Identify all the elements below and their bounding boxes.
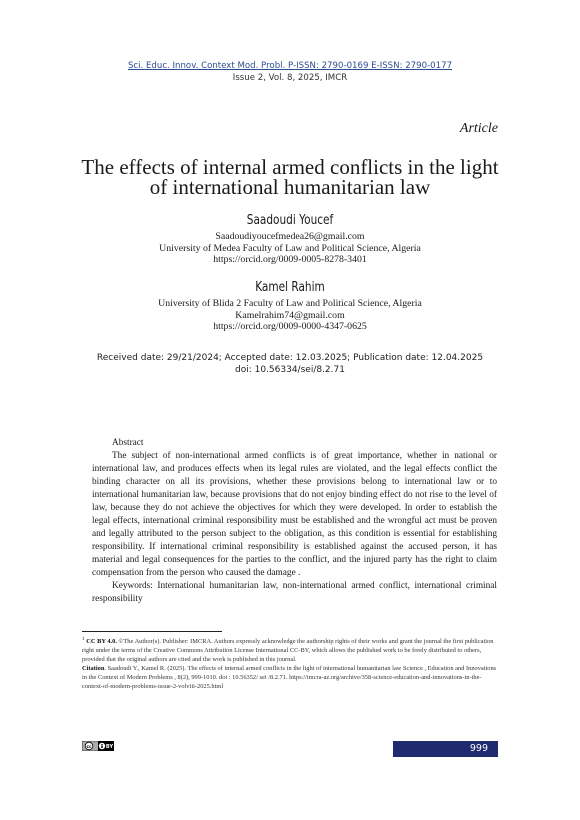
svg-text:cc: cc [86, 743, 92, 749]
author-email[interactable]: Kamelrahim74@gmail.com [235, 309, 345, 321]
footnote-marker: 1 [82, 636, 85, 642]
title-line: of international humanitarian law [149, 175, 431, 199]
journal-header-link[interactable]: Sci. Educ. Innov. Context Mod. Probl. P-ISSN: 2790-0169 E-ISSN: 2790-0177 [127, 61, 453, 71]
abstract-body: The subject of non-international armed conflicts is of great importance, whether in national or international law, and produces effects when its legal rules are violated, and the legal effects conflict the binding character on all its provisions, whether these provisions belong to international law or to international humanitarian law, because provisions that do not enjoy binding effect do not rise to the level of law, because they do not achieve the objectives for which they were developed. In order to establish the legal effects, international criminal responsibility must be established and the wrongful act must be proven and legally attributed to the person subject to the obligation, as this condition is essential for establishing responsibility. If international criminal responsibility is established against the accused person, it has material and legal consequences for the parties to the conflict, and the injured party has the right to claim compensation from the person who caused the damage . [92, 451, 497, 578]
author-orcid[interactable]: https://orcid.org/0009-0005-8278-3401 [213, 254, 367, 265]
publication-dates [0, 352, 580, 376]
svg-text:BY: BY [105, 744, 114, 750]
license-label: CC BY 4.0. [86, 638, 117, 646]
paper-title [80, 157, 500, 197]
article-type-label: Article [459, 121, 498, 136]
footnotes [82, 635, 500, 691]
author-university: University of Medea Faculty of Law and Political Science, Algeria [159, 242, 421, 254]
abstract-keywords: Keywords: International humanitarian law, non-international armed conflict, international criminal responsibility [92, 581, 497, 604]
author-name: Kamel Rahim [255, 279, 325, 295]
abstract-heading: Abstract [112, 438, 144, 448]
cc-by-license-icon[interactable] [82, 741, 114, 751]
issue-line: Issue 2, Vol. 8, 2025, IMCR [232, 73, 348, 83]
author-affiliation [0, 231, 580, 266]
abstract-section [92, 437, 497, 606]
license-footnote [82, 635, 500, 664]
author-orcid[interactable]: https://orcid.org/0009-0000-4347-0625 [213, 321, 367, 332]
citation-footnote [82, 664, 500, 691]
author-name: Saadoudi Youcef [246, 212, 334, 228]
doi-line[interactable]: doi: 10.56334/sei/8.2.71 [235, 365, 345, 375]
author-affiliation [0, 298, 580, 333]
license-text: ©The Author(s). Publisher: IMCRA. Authors expressly acknowledge the authorship rights of their works and grant the journal the first publication right under the terms of the Creative Commons Attribution License International CC-BY, which allows the published work to be freely distributed to others, provided that the original authors are cited and the work is published in this journal. [82, 638, 494, 664]
author-email[interactable]: Saadoudiyoucefmedea26@gmail.com [215, 231, 365, 242]
footnote-divider [82, 631, 222, 632]
title-line: The effects of internal armed conflicts in the light [81, 155, 499, 179]
page-number: 999 [469, 743, 488, 754]
citation-text: . Saadoudi Y., Kamel R. (2025). The effects of internal armed conflicts in the light of international humanitarian law Science , Education and Innovations in the Context of Modern Problems , 8(2), 999-1010. doi : 10.56352/ sei /8.2.71. https://imcra-az.org/archive/358-science-education-and-innovations-in-the-context-of-modern-problems-issue-2-volviii-2025.html [82, 665, 497, 691]
dates-line: Received date: 29/21/2024; Accepted date: 12.03.2025; Publication date: 12.04.2025 [96, 353, 484, 363]
page-number-bar [393, 741, 498, 757]
citation-label: Citation [82, 665, 105, 673]
author-university: University of Blida 2 Faculty of Law and Political Science, Algeria [158, 298, 422, 309]
